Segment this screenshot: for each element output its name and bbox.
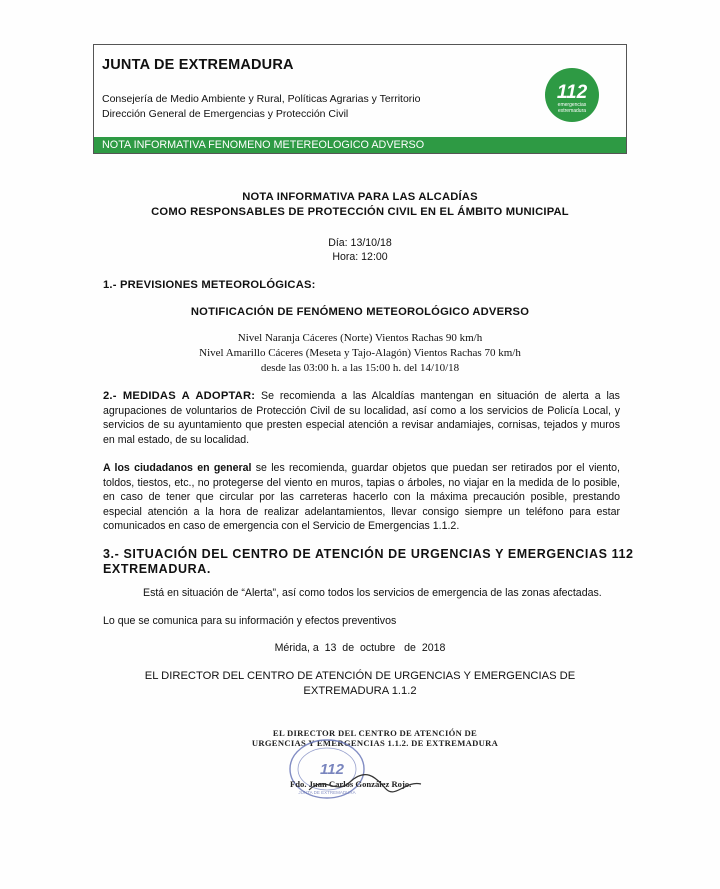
closing-note: Lo que se comunica para su información y efectos preventivos	[103, 615, 397, 627]
warning-period: desde las 03:00 h. a las 15:00 h. del 14/10/18	[260, 362, 460, 374]
section-3-heading-line-1: 3.- SITUACIÓN DEL CENTRO DE ATENCIÓN DE URGENCIAS Y EMERGENCIAS 112	[103, 547, 634, 561]
letterhead	[93, 44, 627, 154]
stamp-line-2: URGENCIAS Y EMERGENCIAS 1.1.2. DE EXTREMADURA	[251, 738, 499, 748]
section-2-heading: 2.- MEDIDAS A ADOPTAR:	[103, 390, 256, 402]
citizens-lead: A los ciudadanos en general	[103, 462, 252, 474]
signature-block	[230, 728, 520, 818]
citizens-paragraph	[103, 461, 620, 534]
date-day: Día: 13/10/18	[328, 237, 392, 249]
logo-number: 112	[556, 82, 588, 103]
warning-orange-level: Nivel Naranja Cáceres (Norte) Vientos Rachas 90 km/h	[237, 332, 483, 344]
notice-banner: NOTA INFORMATIVA FENOMENO METEREOLOGICO ADVERSO	[94, 137, 626, 153]
stamp-line-1: EL DIRECTOR DEL CENTRO DE ATENCIÓN DE	[272, 728, 478, 738]
logo-subtitle-1: emergencias	[557, 102, 587, 108]
section-3-text: Está en situación de “Alerta”, así como todos los servicios de emergencia de las zonas afectadas.	[143, 587, 602, 599]
section-1-heading: 1.- PREVISIONES METEOROLÓGICAS:	[103, 279, 316, 291]
handwritten-signature	[305, 770, 425, 798]
seal-number: 112	[320, 761, 344, 778]
logo-subtitle-2: extremadura	[557, 108, 587, 114]
signature-name: Fdo. Juan Carlos González Rojo.	[290, 779, 412, 789]
place-and-date: Mérida, a 13 de octubre de 2018	[274, 642, 446, 654]
warning-yellow-level: Nivel Amarillo Cáceres (Meseta y Tajo-Alagón) Vientos Rachas 70 km/h	[199, 347, 521, 359]
section-1-subheading: NOTIFICACIÓN DE FENÓMENO METEOROLÓGICO ADVERSO	[190, 306, 530, 318]
organization-name: JUNTA DE EXTREMADURA	[102, 57, 294, 73]
signer-title-line-2: EXTREMADURA 1.1.2	[303, 685, 417, 697]
section-2-text: Se recomienda a las Alcaldías mantengan en situación de alerta a las agrupaciones de voluntarios de Protección Civil de su localidad, así como a los servicios de Policía Local, y servicios de su ayuntamiento que presten especial atención a revisar andamiajes, cornisas, tejados y muros en mal estado, de su localidad.	[103, 390, 620, 446]
section-2-paragraph	[103, 389, 620, 447]
signer-title-line-1: EL DIRECTOR DEL CENTRO DE ATENCIÓN DE URGENCIAS Y EMERGENCIAS DE	[144, 670, 576, 682]
seal-text: JUNTA DE EXTREMADURA	[298, 790, 356, 795]
document-title-line-1: NOTA INFORMATIVA PARA LAS ALCADÍAS	[242, 191, 478, 203]
directorate-line: Dirección General de Emergencias y Protección Civil	[102, 108, 349, 120]
department-line: Consejería de Medio Ambiente y Rural, Políticas Agrarias y Territorio	[102, 93, 421, 105]
section-3-heading-line-2: EXTREMADURA.	[103, 562, 211, 576]
citizens-text: se les recomienda, guardar objetos que puedan ser retirados por el viento, toldos, tiestos, etc., no protegerse del viento en muros, tapias o árboles, no viajar en la medida de lo posible, en caso de tener que circular por las carreteras hacerlo con la máxima precaución posible, prestando especial atención a la hora de realizar adelantamientos, llevar consigo siempre un teléfono para estar comunicados en caso de emergencia con el Servicio de Emergencias 1.1.2.	[103, 462, 620, 532]
document-title-line-2: COMO RESPONSABLES DE PROTECCIÓN CIVIL EN EL ÁMBITO MUNICIPAL	[151, 206, 569, 218]
date-hour: Hora: 12:00	[332, 251, 388, 263]
emergency-112-logo	[544, 67, 600, 123]
